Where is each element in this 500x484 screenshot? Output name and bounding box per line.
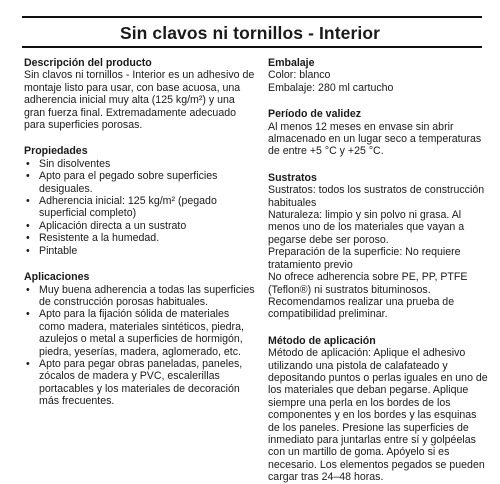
section-metodo [268,335,488,484]
title-underline [22,46,482,48]
sustratos-p3: Preparación de la superficie: No requiere tratamiento previo [268,246,461,271]
sustratos-heading: Sustratos [268,171,317,184]
sustratos-p4: No ofrece adherencia sobre PE, PP, PTFE (Teflon®) ni sustratos bituminosos. Recomendamos realizar una prueba de compatibilidad preliminar. [268,271,468,321]
section-descripcion [24,57,256,131]
left-column [24,57,256,408]
list-item: • Resistente a la humedad. [24,232,256,244]
descripcion-heading: Descripción del producto [24,57,152,69]
list-item: • Pintable [24,245,256,257]
metodo-text: Método de aplicación: Aplique el adhesivo utilizando una pistola de calafateado y depositando puntos o perlas iguales en uno de los materiales que deban pegarse. Aplique siempre una perla en los bordes de los componentes y en los bordes y las esquinas de los paneles. Presione las superficies de inmediato para juntarlas entre sí y golpéelas con un martillo de goma. Apóyelo si es necesario. Los elementos pegados se pueden cargar tras 24–48 horas. [268,347,488,484]
list-item: • Adherencia inicial: 125 kg/m² (pegado superficial completo) [24,195,256,220]
list-item: • Apto para el pegado sobre superficies desiguales. [24,170,256,195]
list-item: • Aplicación directa a un sustrato [24,220,256,232]
section-validez [268,108,488,158]
validez-heading: Período de validez [268,108,362,121]
sustratos-p1: Sustratos: todos los sustratos de construcción habituales [268,184,485,209]
metodo-heading: Método de aplicación [268,334,376,347]
embalaje-color: Color: blanco [268,69,331,82]
descripcion-text: Sin clavos ni tornillos - Interior es un adhesivo de montaje listo para usar, con base acuosa, una adherencia inicial muy alta (125 kg/m²) y una gran fuerza final. Extremadamente adecuado para superficies porosas. [24,69,255,132]
list-item: • Sin disolventes [24,158,256,170]
section-aplicaciones [24,271,256,407]
top-rule [22,16,482,18]
list-item: • Muy buena adherencia a todas las superficies de construcción porosas habituales. [24,284,256,309]
section-embalaje [268,57,488,94]
section-propiedades [24,145,256,257]
sustratos-p2: Naturaleza: limpio y sin polvo ni grasa. Al menos uno de los materiales que vayan a pegarse debe ser poroso. [268,209,465,246]
list-item: • Apto para la fijación sólida de materiales como madera, materiales sintéticos, piedra, azulejos o metal a superficies de hormigón, piedra, yeserías, madera, aglomerado, etc. [24,308,256,358]
page-title: Sin clavos ni tornillos - Interior [119,23,381,43]
propiedades-list [24,158,256,257]
embalaje-heading: Embalaje [268,57,315,69]
propiedades-heading: Propiedades [24,145,88,158]
section-sustratos [268,172,488,321]
right-column [268,57,488,484]
validez-text: Al menos 12 meses en envase sin abrir almacenado en un lugar seco a temperaturas de entre +5 °C y +25 °C. [268,120,482,158]
list-item: • Apto para pegar obras paneladas, paneles, zócalos de madera y PVC, escalerillas portacables y los materiales de decoración más frecuentes. [24,358,256,408]
aplicaciones-list [24,284,256,408]
aplicaciones-heading: Aplicaciones [24,271,90,284]
embalaje-size: Embalaje: 280 ml cartucho [268,81,394,94]
